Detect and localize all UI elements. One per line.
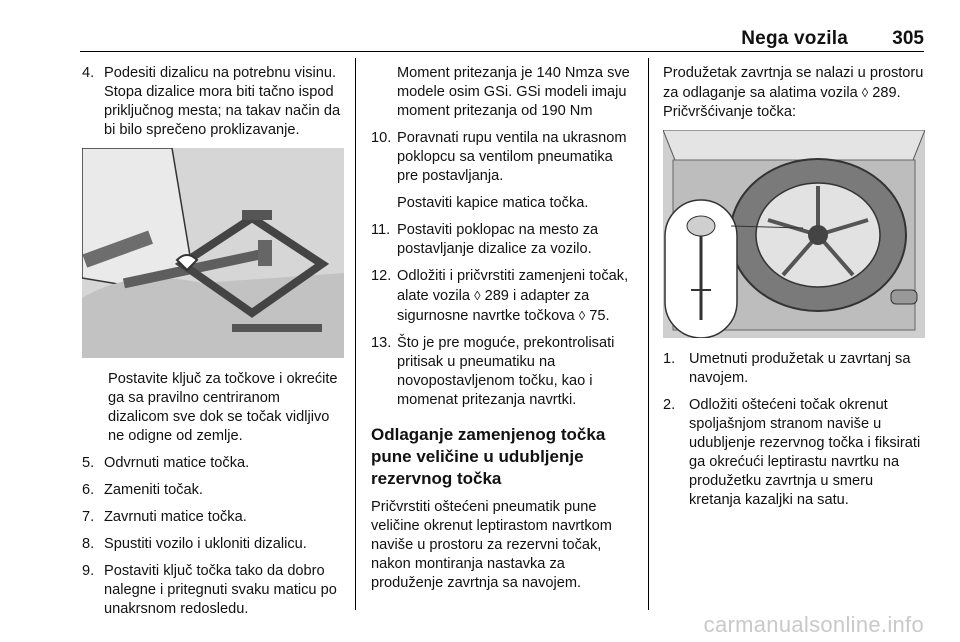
jack-illustration [82,148,344,358]
page-ref-icon: ◊ [474,288,481,303]
page-header [0,0,960,52]
column-divider-2 [648,58,649,610]
list-item-13: 13. Što je pre moguće, prekontrolisati pritisak u pneumatiku na novopostavljenom točku, kao i momenat pritezanja navrtki. [371,335,615,408]
column-1 [82,64,344,627]
page-ref[interactable]: 289 [872,85,897,101]
torque-note: Moment pritezanja je 140 Nmza sve modele osim GSi. GSi modeli imaju moment pritezanja od 190 Nm [397,65,630,119]
page-ref-icon: ◊ [578,308,586,323]
section-title: Nega vozila [741,28,848,49]
page-ref-icon: ◊ [861,85,869,100]
spare-wheel-illustration [663,130,925,338]
list-item-6: 6. Zameniti točak. [82,482,203,498]
column-2 [371,64,633,601]
list-item-4: 4. Podesiti dizalicu na potrebnu visinu. Stopa dizalice mora biti tačno ispod priključnog mesta; na takav način da bi bilo sprečeno proklizavanje. [82,65,341,138]
list-item-10: 10. Poravnati rupu ventila na ukrasnom poklopcu sa ventilom pneumatika pre postavljanja. [371,130,627,184]
list-item-11: 11. Postaviti poklopac na mesto za postavljanje dizalice za vozilo. [371,222,599,257]
page-ref[interactable]: 289 [484,288,509,304]
section-body: Pričvrstiti oštećeni pneumatik pune veličine okrenut leptirastom navrtkom naviše u prostoru za rezervni točak, nakon montiranja nastavka za produženje zavrtnja sa navojem. [371,499,612,591]
list-item-7: 7. Zavrnuti matice točka. [82,509,247,525]
column-3 [663,64,927,518]
section-heading: Odlaganje zamenjenog točka pune veličine u udubljenje rezervnog točka [371,425,606,488]
list-item-8: 8. Spustiti vozilo i ukloniti dizalicu. [82,536,307,552]
list-item-1: 1. Umetnuti produžetak u zavrtanj sa navojem. [663,351,911,386]
list-item-2: 2. Odložiti oštećeni točak okrenut spoljašnjom stranom naviše u udubljenje rezervnog točka i fiksirati ga okrećući leptirastu navrtku na produžetku zavrtnja u smeru kretanja kazaljki na satu. [663,397,921,508]
watermark: carmanualsonline.info [703,612,924,637]
page-number: 305 [892,28,924,49]
list-item-5: 5. Odvrnuti matice točka. [82,455,250,471]
intro-paragraph: Produžetak zavrtnja se nalazi u prostoru za odlaganje sa alatima vozila ◊ 289. Pričvršćivanje točka: [663,65,924,120]
list-item-10-sub: Postaviti kapice matica točka. [397,195,589,211]
column-divider-1 [355,58,356,610]
figure-caption: Postavite ključ za točkove i okrećite ga sa pravilno centriranom dizalicom sve dok se točak vidljivo ne odigne od zemlje. [108,371,338,444]
list-item-12: 12. Odložiti i pričvrstiti zamenjeni točak, alate vozila ◊ 289 i adapter za sigurnosne navrtke točkova ◊ 75. [371,268,629,324]
page-ref[interactable]: 75 [589,308,606,324]
list-item-9: 9. Postaviti ključ točka tako da dobro nalegne i pritegnuti svaku maticu po unakrsnom redosledu. [82,563,337,617]
header-rule [80,51,924,52]
